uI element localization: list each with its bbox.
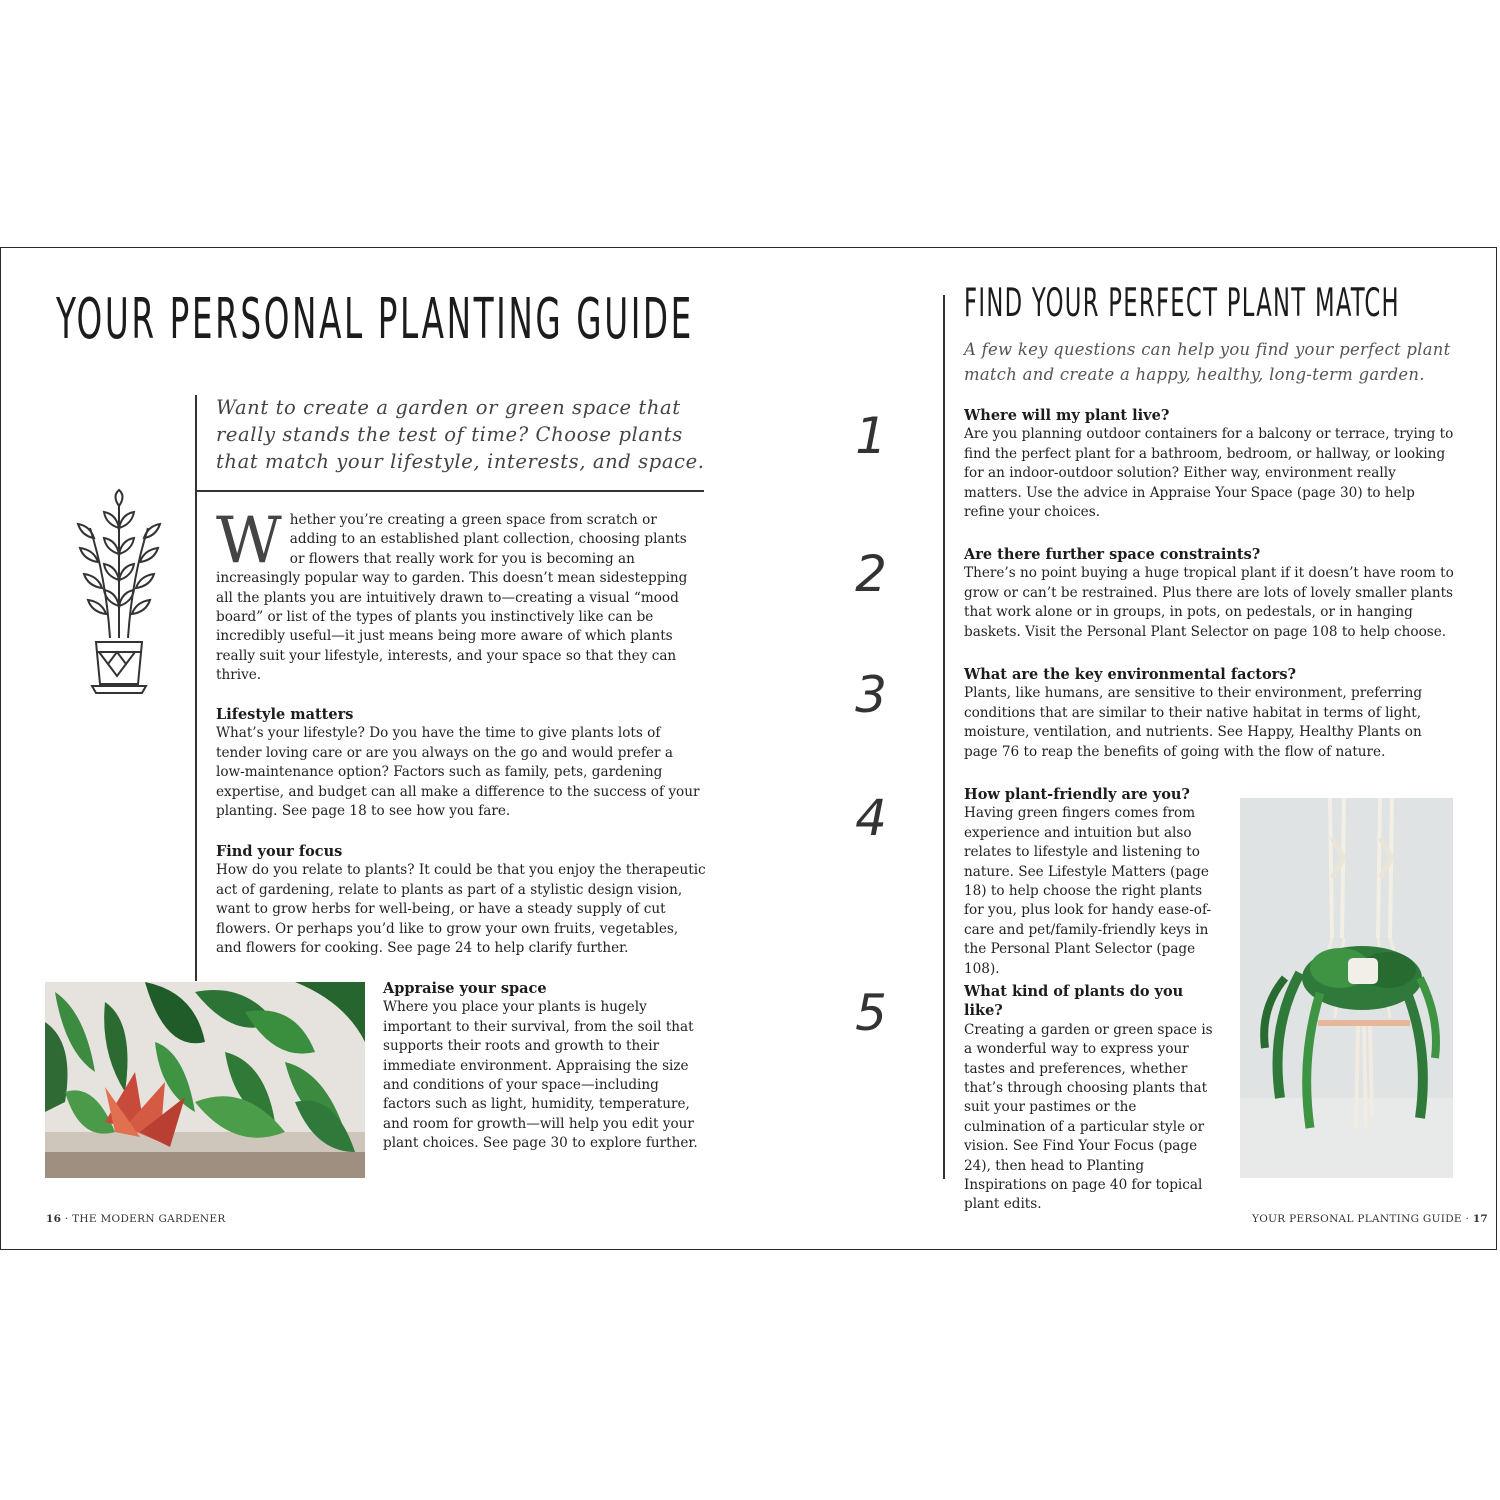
- left-footer: [46, 1213, 226, 1225]
- section-heading: Appraise your space: [383, 980, 547, 997]
- section-text: Where you place your plants is hugely important to their survival, from the soil that supports their roots and growth to their immediate environment. Appraising the size and conditions of your space—including factors such as light, humidity, temperature, and room for growth—will help you edit your plant choices. See page 30 to explore further.: [383, 999, 698, 1152]
- question-number: 3: [855, 666, 887, 724]
- section-heading: Find your focus: [216, 843, 343, 860]
- right-page-title: FIND YOUR PERFECT PLANT MATCH: [964, 281, 1400, 326]
- right-footer-text: YOUR PERSONAL PLANTING GUIDE ·: [1252, 1213, 1473, 1225]
- lead-text: hether you’re creating a green space from scratch or adding to an established plant collection, choosing plants or flowers that really work for you is becoming an increasingly popular way to garden. This doesn’t mean sidestepping all the plants you are intuitively drawn to—creating a visual “mood board” or list of the types of plants you instinctively like can be incredibly useful—it just means being more aware of which plants really suit your lifestyle, interests, and your space so that they can thrive.: [216, 512, 688, 684]
- question-number: 2: [855, 545, 887, 603]
- question-4: [964, 785, 1222, 979]
- potted-plant-illustration-icon: [68, 488, 170, 696]
- question-heading: What kind of plants do you like?: [964, 983, 1184, 1020]
- section-text: How do you relate to plants? It could be that you enjoy the therapeutic act of gardening, relate to plants as part of a stylistic design vision, want to grow herbs for well-being, or have a steady supply of cut flowers. Or perhaps you’d like to grow your own fruits, vegetables, and flowers for cooking. See page 24 to help clarify further.: [216, 862, 706, 957]
- left-vertical-rule: [195, 395, 197, 981]
- question-text: Creating a garden or green space is a wonderful way to express your tastes and preferences, whether that’s through choosing plants that suit your pastimes or the culmination of a particular style or vision. See Find Your Focus (page 24), then head to Planting Inspirations on page 40 for topical plant edits.: [964, 1021, 1213, 1213]
- question-heading: Where will my plant live?: [964, 407, 1170, 424]
- left-page-number: 16: [46, 1213, 62, 1225]
- left-intro: Want to create a garden or green space that really stands the test of time? Choose plants that match your lifestyle, interests, and space.: [216, 396, 705, 473]
- question-number: 5: [855, 984, 887, 1042]
- lead-paragraph: [216, 504, 701, 686]
- right-intro: A few key questions can help you find your perfect plant match and create a happy, healthy, long-term garden.: [964, 340, 1451, 384]
- question-number: 4: [855, 789, 887, 847]
- right-footer: [1252, 1213, 1488, 1225]
- question-3: [964, 665, 1454, 762]
- macrame-hanging-plant-photo: [1240, 798, 1453, 1178]
- question-text: Having green fingers comes from experience and intuition but also relates to lifestyle and listening to nature. See Lifestyle Matters (page 18) to help choose the right plants for you, plus look for handy ease-of-care and pet/family-friendly keys in the Personal Plant Selector (page 108).: [964, 805, 1212, 977]
- question-2: [964, 545, 1454, 642]
- right-page-number: 17: [1472, 1213, 1489, 1225]
- section-lifestyle-matters: [216, 705, 706, 821]
- left-horizontal-rule: [195, 490, 704, 492]
- question-text: There’s no point buying a huge tropical plant if it doesn’t have room to grow or can’t be restrained. Plus there are lots of lovely smaller plants that work alone or in groups, in pots, on pedestals, or in hanging baskets. Visit the Personal Plant Selector on page 108 to help choose.: [964, 565, 1454, 640]
- question-text: Plants, like humans, are sensitive to their environment, preferring conditions that are similar to their native habitat in terms of light, moisture, ventilation, and nutrients. See Happy, Healthy Plants on page 76 to reap the benefits of going with the flow of nature.: [964, 685, 1423, 760]
- right-vertical-rule: [943, 295, 945, 1179]
- section-find-your-focus: [216, 842, 706, 958]
- question-heading: What are the key environmental factors?: [964, 666, 1296, 683]
- question-heading: Are there further space constraints?: [964, 546, 1261, 563]
- question-1: [964, 406, 1454, 522]
- section-appraise-your-space: [383, 979, 701, 1154]
- section-heading: Lifestyle matters: [216, 706, 354, 723]
- section-text: What’s your lifestyle? Do you have the time to give plants lots of tender loving care or are you always on the go and would prefer a low-maintenance option? Factors such as family, pets, gardening expertise, and budget can all make a difference to the success of your planting. See page 18 to see how you fare.: [216, 725, 700, 820]
- question-heading: How plant-friendly are you?: [964, 786, 1190, 803]
- houseplants-photo: [45, 982, 365, 1178]
- question-text: Are you planning outdoor containers for a balcony or terrace, trying to find the perfect plant for a bathroom, bedroom, or hallway, or looking for an indoor-outdoor solution? Either way, environment really matters. Use the advice in Appraise Your Space (page 30) to help refine your choices.: [964, 426, 1454, 521]
- left-footer-text: · THE MODERN GARDENER: [61, 1213, 226, 1225]
- question-number: 1: [855, 407, 887, 465]
- left-page-title: YOUR PERSONAL PLANTING GUIDE: [56, 287, 694, 352]
- drop-cap: W: [216, 504, 282, 578]
- question-5: [964, 982, 1222, 1215]
